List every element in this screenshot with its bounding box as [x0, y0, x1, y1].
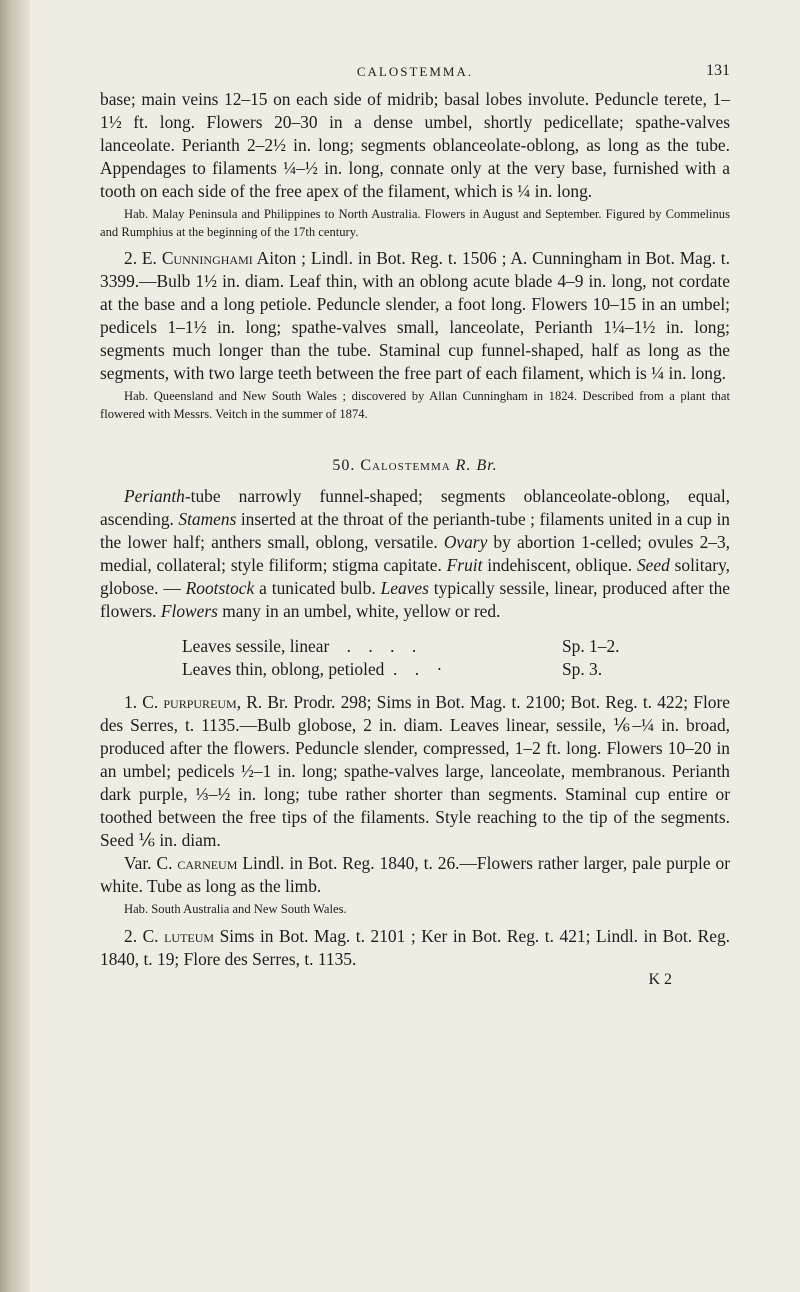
- species-number: 1. C.: [124, 692, 164, 713]
- description-text: by abortion 1-celled; ovules 2–3, medial, collateral; style filiform; stigma capitate.: [100, 532, 730, 576]
- key-label: Leaves thin, oblong, petioled . . ·: [182, 659, 443, 680]
- habitat-note: Hab. Queensland and New South Wales ; discovered by Allan Cunningham in 1824. Described from a plant that flowered with Messrs. Veitch in the summer of 1874.: [100, 389, 730, 421]
- species-entry-luteum: [100, 925, 730, 971]
- species-number: 2. E.: [124, 248, 162, 269]
- variety-name: carneum: [177, 853, 238, 874]
- page-number: 131: [706, 62, 730, 79]
- habitat-note: Hab. Malay Peninsula and Philippines to North Australia. Flowers in August and September. Figured by Commelinus and Rumphius at the beginning of the 17th century.: [100, 207, 730, 239]
- term-italic: Rootstock: [185, 578, 255, 599]
- species-text: Aiton ; Lindl. in Bot. Reg. t. 1506 ; A. Cunningham in Bot. Mag. t. 3399.—Bulb 1½ in. diam. Leaf thin, with an oblong acute blade 4–9 in. long, not cordate at the base and a long petiole. Peduncle slender, a foot long. Flowers 10–15 in an umbel; pedicels 1–1½ in. long; spathe-valves small, lanceolate, Perianth 1¼–1½ in. long; segments much longer than the tube. Staminal cup funnel-shaped, half as long as the segments, with two large teeth between the free part of each filament, which is ¼ in. long.: [100, 248, 730, 384]
- genus-author: R. Br.: [450, 457, 498, 475]
- term-italic: Flowers: [160, 601, 218, 622]
- genus-number: 50.: [332, 457, 361, 475]
- variety-entry-carneum: [100, 852, 730, 898]
- running-title: CALOSTEMMA.: [356, 64, 474, 79]
- description-text: -tube narrowly funnel-shaped; segments oblanceolate-oblong, equal, ascending.: [100, 486, 730, 530]
- key-row: [182, 658, 730, 681]
- genus-description: [100, 485, 730, 623]
- book-page: [100, 62, 730, 989]
- species-name: luteum: [164, 925, 215, 946]
- term-italic: Perianth: [124, 486, 185, 507]
- species-entry-purpureum: [100, 691, 730, 852]
- species-text: , R. Br. Prodr. 298; Sims in Bot. Mag. t. 2100; Bot. Reg. t. 422; Flore des Serres, t. 1135.—Bulb globose, 2 in. diam. Leaves linear, sessile, ⅙–¼ in. broad, produced after the flowers. Peduncle slender, compressed, 1–2 ft. long. Flowers 10–20 in an umbel; pedicels ½–1 in. long; spathe-valves large, lanceolate, membranous. Perianth dark purple, ⅓–½ in. long; tube rather shorter than segments. Staminal cup entire or toothed between the free tips of the filaments. Style reaching to the tip of the segments. Seed ⅙ in. diam.: [100, 692, 731, 851]
- species-description-continued: base; main veins 12–15 on each side of midrib; basal lobes involute. Peduncle terete, 1–1½ ft. long. Flowers 20–30 in a dense umbel, shortly pedicellate; spathe-valves lanceolate. Perianth 2–2½ in. long; segments oblanceolate-oblong, as long as the tube. Appendages to filaments ¼–½ in. long, connate only at the very base, furnished with a tooth on each side of the free apex of the filament, which is ¼ in. long.: [100, 89, 730, 201]
- key-label: Leaves sessile, linear . . . .: [182, 636, 417, 657]
- signature-mark: K 2: [648, 970, 672, 988]
- term-italic: Seed: [636, 555, 670, 576]
- genus-heading: [100, 457, 730, 475]
- book-binding-shadow: [0, 0, 30, 1292]
- species-name: purpureum: [163, 692, 237, 713]
- term-italic: Stamens: [178, 509, 237, 530]
- description-text: typically sessile, linear, produced after the flowers.: [100, 578, 730, 622]
- variety-text: Lindl. in Bot. Reg. 1840, t. 26.—Flowers rather larger, pale purple or white. Tube as long as the limb.: [100, 853, 731, 897]
- term-italic: Leaves: [380, 578, 429, 599]
- variety-prefix: Var. C.: [124, 853, 178, 874]
- habitat-note: Hab. South Australia and New South Wales.: [124, 902, 347, 917]
- description-text: solitary, globose. —: [100, 555, 730, 599]
- description-text: many in an umbel, white, yellow or red.: [217, 601, 501, 622]
- species-key: [182, 635, 730, 681]
- key-value: Sp. 3.: [562, 659, 603, 680]
- species-name: Cunninghami: [161, 248, 253, 269]
- key-value: Sp. 1–2.: [562, 636, 620, 657]
- term-italic: Fruit: [446, 555, 483, 576]
- description-text: a tunicated bulb.: [254, 578, 381, 599]
- species-entry-cunninghami: [100, 247, 730, 385]
- genus-name: Calostemma: [360, 457, 451, 475]
- species-number: 2. C.: [124, 925, 165, 946]
- description-text: indehiscent, oblique.: [482, 555, 637, 576]
- running-head: [100, 62, 730, 88]
- description-text: inserted at the throat of the perianth-tube ; filaments united in a cup in the lower half; anthers small, oblong, versatile.: [100, 509, 731, 553]
- key-row: [182, 635, 730, 658]
- species-text: Sims in Bot. Mag. t. 2101 ; Ker in Bot. Reg. t. 421; Lindl. in Bot. Reg. 1840, t. 19; Flore des Serres, t. 1135.: [100, 925, 730, 969]
- term-italic: Ovary: [443, 532, 488, 553]
